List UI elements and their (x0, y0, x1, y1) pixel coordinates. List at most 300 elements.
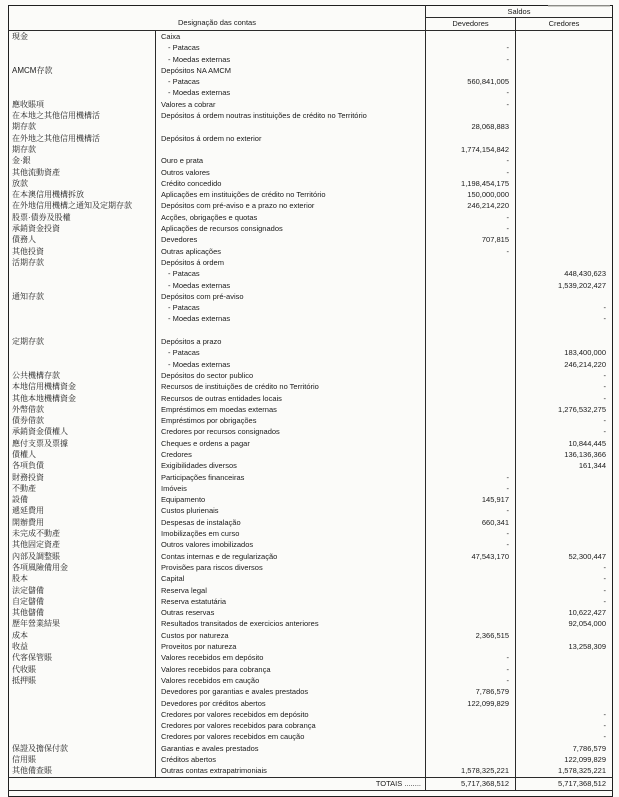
table-row (9, 223, 613, 234)
value-devedores (426, 573, 516, 584)
table-row (9, 212, 613, 223)
value-devedores (426, 381, 516, 392)
account-pt: - Patacas (156, 76, 426, 87)
table-header (9, 6, 613, 31)
account-zh (9, 54, 156, 65)
value-devedores (426, 743, 516, 754)
account-zh: 法定儲備 (9, 585, 156, 596)
account-pt: Contas internas e de regularização (156, 551, 426, 562)
value-devedores (426, 336, 516, 347)
value-credores: - (603, 574, 606, 584)
account-zh: 其他固定資產 (9, 539, 156, 550)
totals-label: TOTAIS ........ (9, 777, 426, 790)
value-devedores: 28,068,883 (426, 121, 516, 132)
value-devedores: 145,917 (426, 494, 516, 505)
account-pt (156, 121, 426, 132)
value-credores: - (603, 732, 606, 742)
table-row (9, 675, 613, 686)
value-devedores: - (426, 223, 516, 234)
account-pt: - Patacas (156, 302, 426, 313)
totals-row (9, 777, 613, 790)
account-zh: 本地信用機構資金 (9, 381, 156, 392)
table-row (9, 121, 613, 132)
value-credores: 122,099,829 (564, 755, 606, 764)
value-devedores (426, 280, 516, 291)
value-credores: 92,054,000 (568, 619, 606, 629)
account-pt: - Moedas externas (156, 280, 426, 291)
account-pt: Depósitos com pré-aviso e a prazo no exterior (156, 200, 426, 211)
account-pt: Outras aplicações (156, 246, 426, 257)
account-pt: Valores a cobrar (156, 99, 426, 110)
account-pt: - Moedas externas (156, 54, 426, 65)
account-zh: 債務人 (9, 234, 156, 245)
value-devedores (426, 618, 516, 629)
value-devedores (426, 426, 516, 437)
account-pt: Caixa (156, 31, 426, 43)
account-pt: Participações financeiras (156, 472, 426, 483)
account-pt: Resultados transitados de exercicios anteriores (156, 618, 426, 629)
account-pt: Custos plurienais (156, 505, 426, 516)
account-zh (9, 359, 156, 370)
account-zh: 其他本地機構資金 (9, 393, 156, 404)
account-pt: - Patacas (156, 347, 426, 358)
account-zh: 未完成不動產 (9, 528, 156, 539)
account-pt: Crédito concedido (156, 178, 426, 189)
account-pt: Depósitos do sector publico (156, 370, 426, 381)
table-row (9, 460, 613, 471)
table-row (9, 31, 613, 43)
account-zh: 現金 (9, 31, 156, 43)
table-row (9, 483, 613, 494)
account-zh: 債券借款 (9, 415, 156, 426)
account-zh (9, 720, 156, 731)
account-pt: Aplicações de recursos consignados (156, 223, 426, 234)
account-zh: 成本 (9, 630, 156, 641)
value-devedores (426, 347, 516, 358)
value-credores: - (603, 709, 606, 719)
account-pt: - Moedas externas (156, 359, 426, 370)
value-devedores: - (426, 212, 516, 223)
account-pt: Recursos de instituições de crédito no Território (156, 381, 426, 392)
table-row (9, 596, 613, 607)
value-credores (516, 110, 613, 121)
value-credores (516, 494, 613, 505)
value-devedores (426, 257, 516, 268)
value-devedores (426, 585, 516, 596)
table-row (9, 178, 613, 189)
account-pt: - Moedas externas (156, 313, 426, 324)
account-zh: 活期存款 (9, 257, 156, 268)
table-row (9, 652, 613, 663)
account-pt: Reserva estatutária (156, 596, 426, 607)
value-credores: 1,276,532,275 (558, 404, 606, 414)
account-zh: 開辦費用 (9, 517, 156, 528)
value-credores: 136,136,366 (564, 449, 606, 459)
value-credores: - (603, 314, 606, 324)
account-pt: Credores por valores recebidos para cobrança (156, 720, 426, 731)
value-credores: - (603, 393, 606, 403)
account-zh: 放款 (9, 178, 156, 189)
account-zh: 各項風險備用金 (9, 562, 156, 573)
account-zh: 信用賬 (9, 754, 156, 765)
table-row (9, 505, 613, 516)
value-devedores: - (426, 99, 516, 110)
value-credores (516, 528, 613, 539)
column-header-saldos: Saldos (426, 6, 613, 18)
footer-blank-row (9, 790, 613, 796)
account-zh: 收益 (9, 641, 156, 652)
table-footer (9, 777, 613, 796)
value-credores (516, 664, 613, 675)
account-zh: 股票·債券及股權 (9, 212, 156, 223)
account-pt: Credores por valores recebidos em caução (156, 731, 426, 742)
table-row (9, 65, 613, 76)
table-row (9, 76, 613, 87)
value-credores (516, 76, 613, 87)
table-row (9, 336, 613, 347)
column-header-credores: Credores (516, 18, 613, 31)
value-credores (516, 698, 613, 709)
account-pt: Depósitos NA AMCM (156, 65, 426, 76)
account-zh: 代收賬 (9, 664, 156, 675)
account-pt: Acções, obrigações e quotas (156, 212, 426, 223)
account-zh (9, 302, 156, 313)
value-devedores (426, 313, 516, 324)
value-devedores: - (426, 652, 516, 663)
value-credores: - (603, 596, 606, 606)
account-zh (9, 268, 156, 279)
table-row (9, 698, 613, 709)
account-zh: 遞延費用 (9, 505, 156, 516)
table-row (9, 438, 613, 449)
table-row (9, 359, 613, 370)
account-pt: Outros valores (156, 167, 426, 178)
value-devedores: 1,578,325,221 (426, 765, 516, 777)
value-credores: - (603, 382, 606, 392)
account-pt: Devedores por créditos abertos (156, 698, 426, 709)
table-row (9, 528, 613, 539)
table-row (9, 313, 613, 324)
value-devedores (426, 65, 516, 76)
value-devedores (426, 404, 516, 415)
account-pt: - Patacas (156, 268, 426, 279)
value-credores (516, 178, 613, 189)
account-pt: Imobilizações em curso (156, 528, 426, 539)
account-pt: Aplicações em instituições de crédito no Território (156, 189, 426, 200)
table-row (9, 370, 613, 381)
account-pt: Proveitos por natureza (156, 641, 426, 652)
account-pt: Recursos de outras entidades locais (156, 393, 426, 404)
table-row (9, 291, 613, 302)
value-credores: 1,578,325,221 (558, 766, 606, 776)
account-pt: Credores por recursos consignados (156, 426, 426, 437)
account-pt: Depósitos á ordem no exterior (156, 133, 426, 144)
table-row (9, 234, 613, 245)
account-pt: Depósitos a prazo (156, 336, 426, 347)
value-credores: 10,622,427 (568, 608, 606, 618)
table-row (9, 415, 613, 426)
value-devedores: - (426, 87, 516, 98)
table-row (9, 268, 613, 279)
table-row (9, 517, 613, 528)
value-devedores (426, 641, 516, 652)
table-row (9, 562, 613, 573)
value-devedores (426, 393, 516, 404)
value-credores: - (603, 427, 606, 437)
value-devedores: 2,366,515 (426, 630, 516, 641)
account-zh: 期存款 (9, 121, 156, 132)
value-credores: 1,539,202,427 (558, 280, 606, 290)
value-credores (516, 630, 613, 641)
value-credores: 448,430,623 (564, 269, 606, 279)
account-pt: Garantias e avales prestados (156, 743, 426, 754)
value-credores (516, 234, 613, 245)
value-devedores: - (426, 675, 516, 686)
table-row (9, 393, 613, 404)
account-pt: Credores (156, 449, 426, 460)
account-zh (9, 76, 156, 87)
table-row (9, 426, 613, 437)
value-devedores (426, 460, 516, 471)
account-pt: Devedores (156, 234, 426, 245)
value-devedores: - (426, 246, 516, 257)
account-pt: Credores por valores recebidos em depósito (156, 709, 426, 720)
scan-artifact (548, 5, 610, 7)
table-row (9, 155, 613, 166)
table-row (9, 200, 613, 211)
value-credores: - (603, 303, 606, 313)
table-row (9, 765, 613, 777)
value-credores: 161,344 (578, 461, 606, 471)
value-credores (516, 167, 613, 178)
table-row (9, 133, 613, 144)
table-row (9, 110, 613, 121)
account-pt: Capital (156, 573, 426, 584)
account-zh: 其他投資 (9, 246, 156, 257)
value-credores (516, 652, 613, 663)
account-zh (9, 347, 156, 358)
account-zh: 代客保管賬 (9, 652, 156, 663)
account-pt: Reserva legal (156, 585, 426, 596)
account-zh: 內部及調整賬 (9, 551, 156, 562)
value-credores: - (603, 562, 606, 572)
account-zh (9, 731, 156, 742)
value-devedores (426, 607, 516, 618)
table-row (9, 720, 613, 731)
table-row (9, 99, 613, 110)
totals-credores: 5,717,368,512 (516, 777, 613, 790)
value-devedores (426, 731, 516, 742)
account-pt: Valores recebidos em caução (156, 675, 426, 686)
value-devedores: - (426, 54, 516, 65)
account-zh: 定期存款 (9, 336, 156, 347)
value-credores: - (603, 416, 606, 426)
account-pt: Créditos abertos (156, 754, 426, 765)
value-devedores (426, 359, 516, 370)
table-row (9, 189, 613, 200)
table-row (9, 144, 613, 155)
table-row (9, 494, 613, 505)
value-devedores: 1,774,154,842 (426, 144, 516, 155)
value-credores (516, 42, 613, 53)
value-devedores: - (426, 505, 516, 516)
account-pt: Imóveis (156, 483, 426, 494)
value-credores (516, 223, 613, 234)
value-devedores: - (426, 472, 516, 483)
account-zh: 通知存款 (9, 291, 156, 302)
document-page (8, 5, 612, 797)
value-devedores: - (426, 528, 516, 539)
value-devedores (426, 110, 516, 121)
header-row-saldos (9, 6, 613, 18)
account-pt: Depósitos á ordem noutras instituições de crédito no Território (156, 110, 426, 121)
table-row (9, 449, 613, 460)
value-devedores (426, 370, 516, 381)
value-devedores: 707,815 (426, 234, 516, 245)
account-zh: 股本 (9, 573, 156, 584)
column-header-designacao: Designação das contas (9, 6, 426, 31)
table-row (9, 404, 613, 415)
value-credores: 52,300,447 (568, 551, 606, 561)
value-devedores (426, 302, 516, 313)
value-devedores: 1,198,454,175 (426, 178, 516, 189)
account-zh: 期存款 (9, 144, 156, 155)
account-zh: 各項負債 (9, 460, 156, 471)
account-zh: AMCM存款 (9, 65, 156, 76)
value-credores (516, 483, 613, 494)
account-zh (9, 42, 156, 53)
table-row (9, 257, 613, 268)
account-pt: Empréstimos em moedas externas (156, 404, 426, 415)
table-row (9, 743, 613, 754)
account-pt: Provisões para riscos diversos (156, 562, 426, 573)
account-zh: 在本地之其他信用機構活 (9, 110, 156, 121)
value-devedores (426, 268, 516, 279)
account-pt: Despesas de instalação (156, 517, 426, 528)
account-zh (9, 87, 156, 98)
table-row (9, 664, 613, 675)
value-credores: 183,400,000 (564, 348, 606, 358)
value-credores (516, 144, 613, 155)
value-devedores: - (426, 483, 516, 494)
account-zh: 設備 (9, 494, 156, 505)
account-zh: 抵押賬 (9, 675, 156, 686)
table-row (9, 686, 613, 697)
table-row (9, 280, 613, 291)
table-row (9, 585, 613, 596)
account-pt (156, 325, 426, 336)
table-row (9, 709, 613, 720)
value-devedores (426, 31, 516, 43)
table-row (9, 42, 613, 53)
account-zh: 應收賬項 (9, 99, 156, 110)
value-devedores: 47,543,170 (426, 551, 516, 562)
table-row (9, 618, 613, 629)
account-zh: 不動產 (9, 483, 156, 494)
account-zh: 財務投資 (9, 472, 156, 483)
table-row (9, 472, 613, 483)
value-devedores (426, 596, 516, 607)
account-pt: Depósitos á ordem (156, 257, 426, 268)
value-credores (516, 65, 613, 76)
account-zh: 承銷資金債權人 (9, 426, 156, 437)
value-devedores: 122,099,829 (426, 698, 516, 709)
table-row (9, 54, 613, 65)
value-devedores (426, 325, 516, 336)
table-row (9, 607, 613, 618)
balance-sheet-table (8, 5, 613, 797)
account-zh: 其他儲備 (9, 607, 156, 618)
account-zh: 金·銀 (9, 155, 156, 166)
value-devedores (426, 720, 516, 731)
value-credores: 10,844,445 (568, 438, 606, 448)
value-credores: 246,214,220 (564, 359, 606, 369)
account-zh: 承銷資金投資 (9, 223, 156, 234)
value-devedores: 660,341 (426, 517, 516, 528)
value-credores (516, 54, 613, 65)
account-zh: 在外地之其他信用機構活 (9, 133, 156, 144)
value-devedores: - (426, 155, 516, 166)
account-zh: 在本澳信用機構拆放 (9, 189, 156, 200)
table-row (9, 630, 613, 641)
account-pt: Valores recebidos em depósito (156, 652, 426, 663)
account-zh: 自定儲備 (9, 596, 156, 607)
account-pt: Outras reservas (156, 607, 426, 618)
table-row (9, 731, 613, 742)
value-devedores: 560,841,005 (426, 76, 516, 87)
value-credores (516, 336, 613, 347)
value-devedores: - (426, 167, 516, 178)
value-devedores (426, 449, 516, 460)
value-credores (516, 325, 613, 336)
account-zh: 其他流動資產 (9, 167, 156, 178)
value-credores (516, 87, 613, 98)
account-pt: - Patacas (156, 42, 426, 53)
account-zh (9, 709, 156, 720)
account-pt: Ouro e prata (156, 155, 426, 166)
value-credores (516, 121, 613, 132)
value-credores (516, 212, 613, 223)
value-credores (516, 675, 613, 686)
account-zh (9, 686, 156, 697)
account-pt: Outros valores imobilizados (156, 539, 426, 550)
account-zh: 其他備查賬 (9, 765, 156, 777)
account-pt: Empréstimos por obrigações (156, 415, 426, 426)
value-credores (516, 517, 613, 528)
table-row (9, 347, 613, 358)
value-devedores (426, 133, 516, 144)
value-devedores (426, 291, 516, 302)
value-credores: 7,786,579 (572, 743, 606, 753)
account-pt: Custos por natureza (156, 630, 426, 641)
value-credores: - (603, 721, 606, 731)
value-devedores (426, 438, 516, 449)
account-zh: 債權人 (9, 449, 156, 460)
value-devedores: - (426, 539, 516, 550)
value-credores (516, 686, 613, 697)
value-credores (516, 189, 613, 200)
account-pt: Cheques e ordens a pagar (156, 438, 426, 449)
table-row (9, 641, 613, 652)
value-devedores: 246,214,220 (426, 200, 516, 211)
value-credores (516, 99, 613, 110)
account-pt: Equipamento (156, 494, 426, 505)
table-row (9, 302, 613, 313)
value-credores (516, 200, 613, 211)
table-row (9, 573, 613, 584)
value-devedores (426, 562, 516, 573)
value-credores (516, 539, 613, 550)
